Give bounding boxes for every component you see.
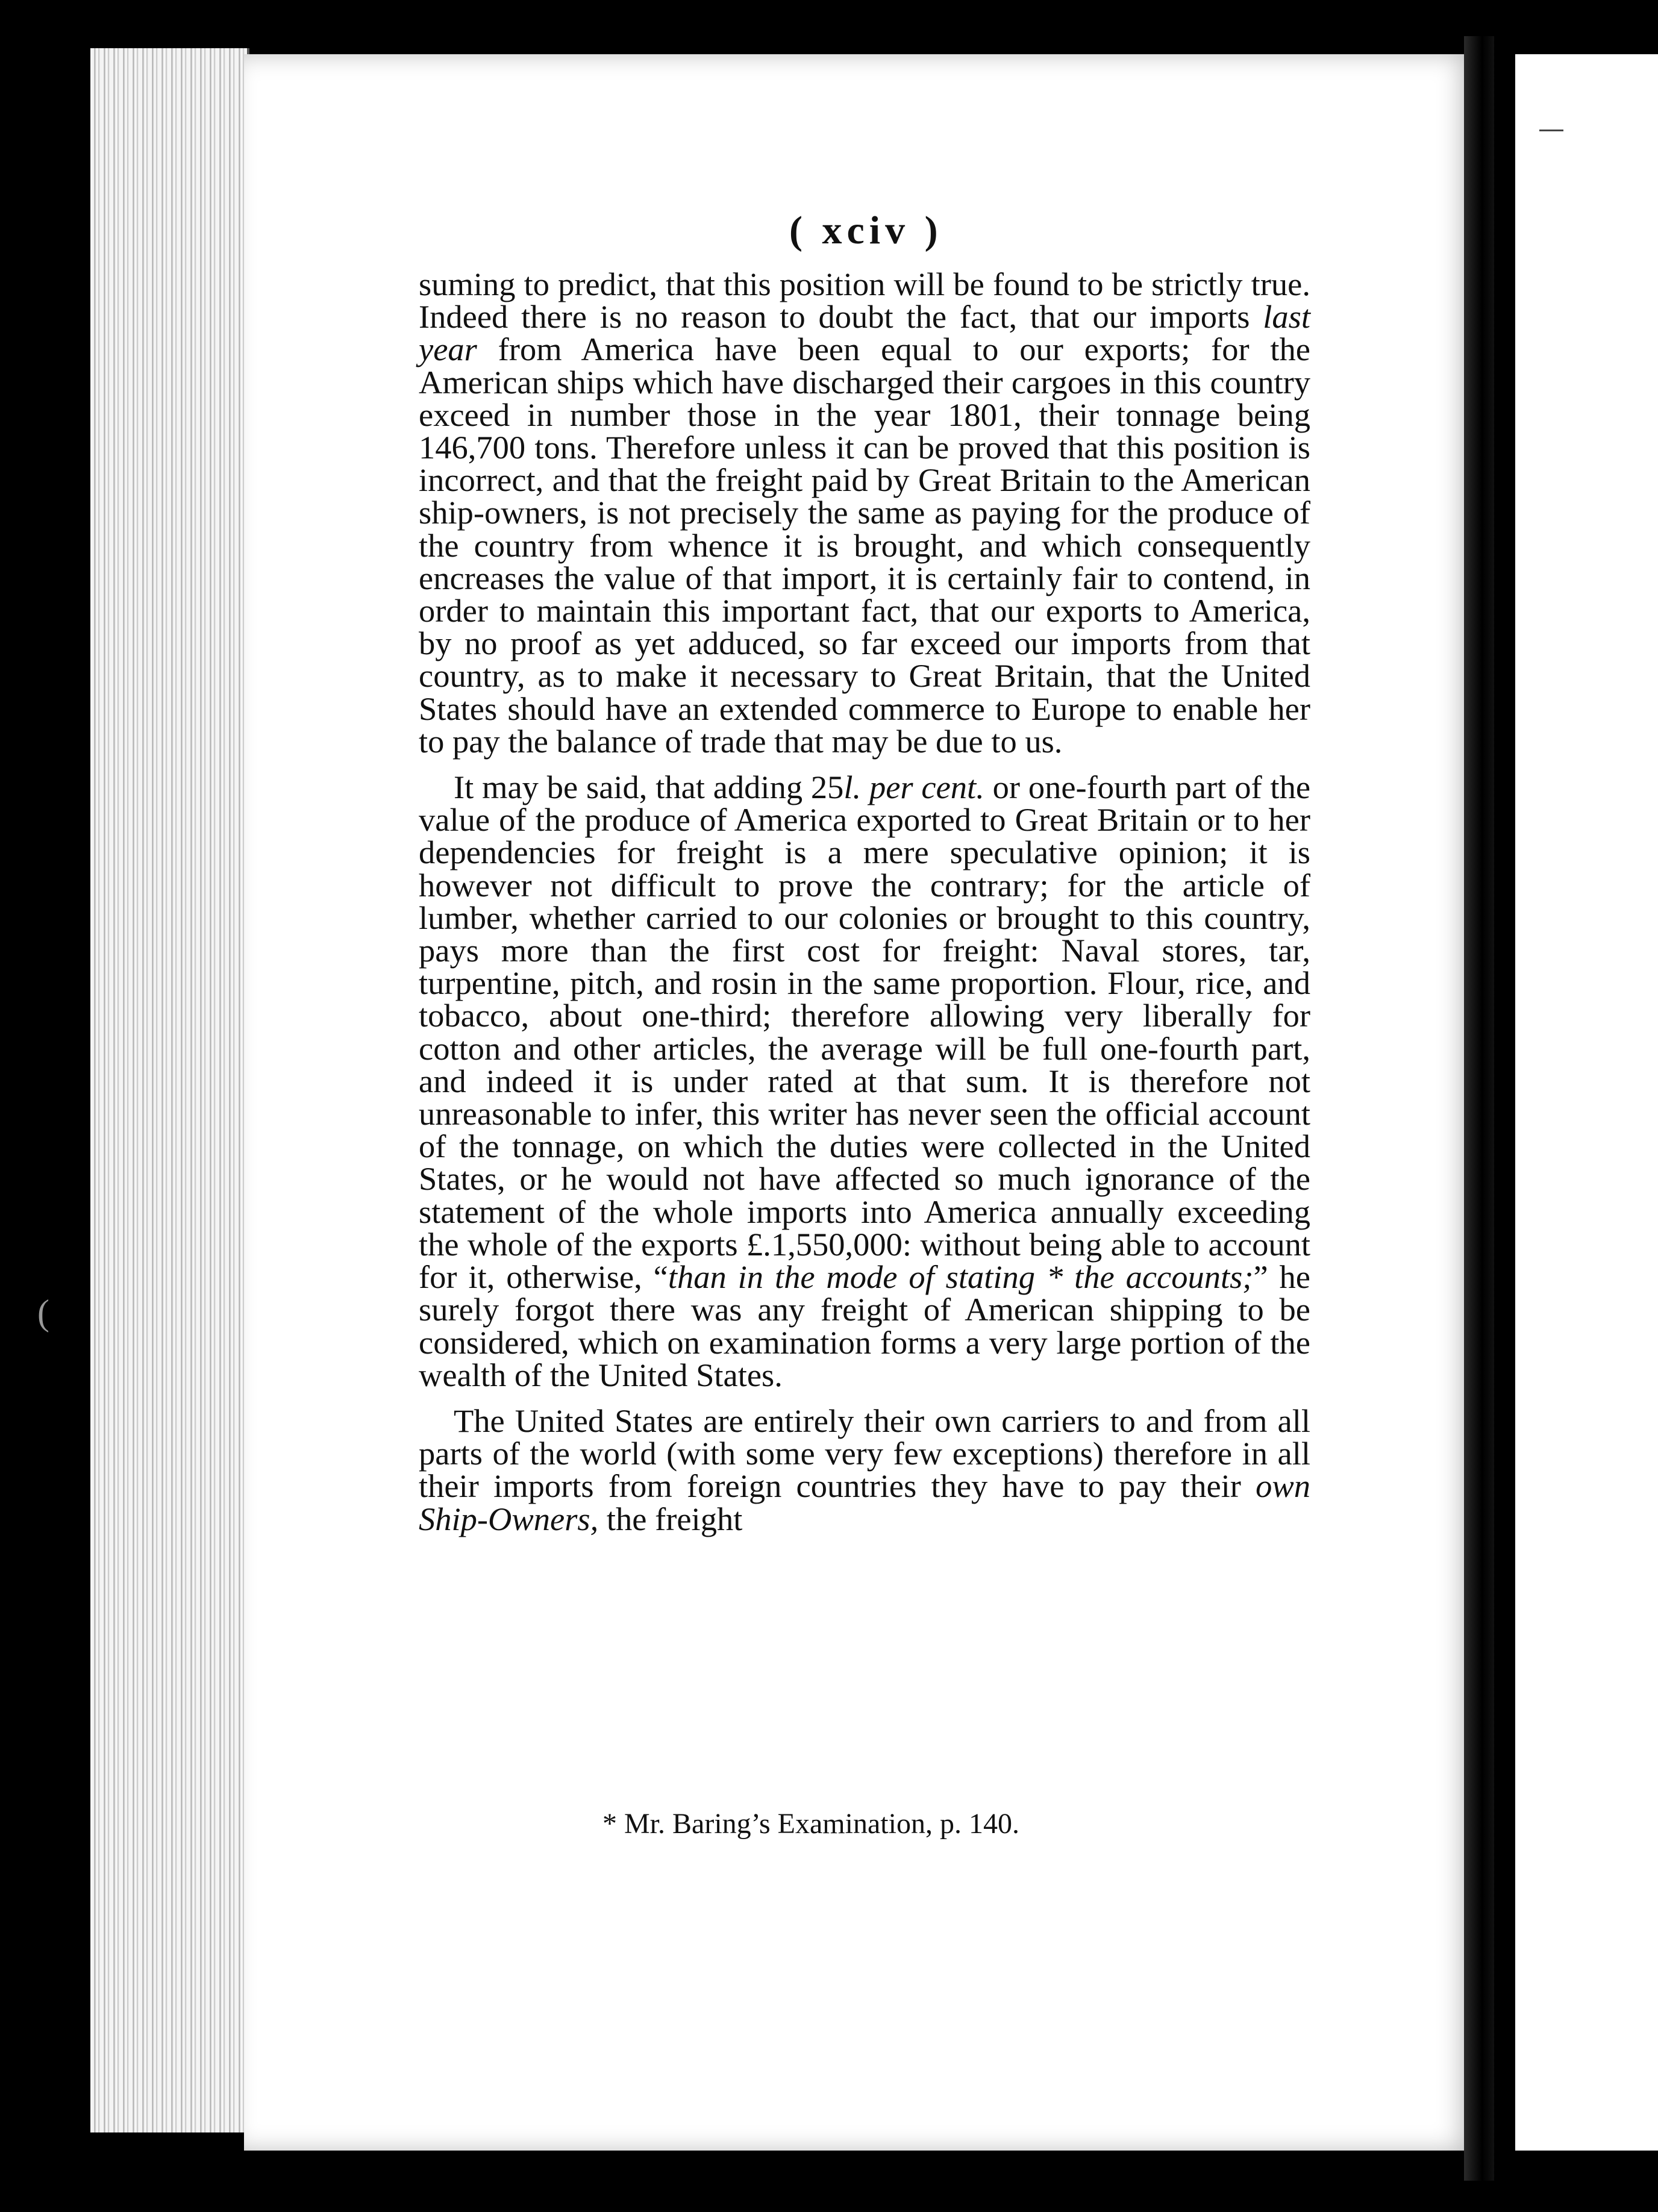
facing-page-mark — [1539, 130, 1563, 131]
paragraph-3 — [419, 1402, 1310, 1537]
paragraph-2 — [419, 771, 1310, 1392]
text-run: from America have been equal to our exports; for the American ships which have discharged their cargoes in this country exceed in number those in the year 1801, their tonnage being 146,700 tons. Therefore unless it can be proved that this position is incorrect, and that the freight paid by Great Britain to the American ship-owners, is not precisely the same as paying for the produce of the country from whence it is brought, and which consequently encreases the value of that import, it is certainly fair to contend, in order to maintain this important fact, that our exports to America, by no proof as yet adduced, so far exceed our imports from that country, as to make it necessary to Great Britain, that the United States should have an extended commerce to Europe to enable her to pay the balance of trade that may be due to us. — [419, 331, 1310, 760]
text-run: suming to predict, that this position will be found to be strictly true. Indeed there is no reason to doubt the fact, that our imports — [419, 266, 1310, 336]
body-text — [419, 268, 1310, 1536]
margin-mark: ( — [37, 1293, 49, 1333]
italic-text: own Ship-Owners, — [419, 1467, 1310, 1537]
book-gutter — [1464, 36, 1494, 2181]
text-run: ” he surely forgot there was any freight of American shipping to be considered, which on examination forms a very large portion of the wealth of the United States. — [419, 1258, 1310, 1393]
page-stack-edges — [90, 48, 249, 2132]
italic-text: last year — [419, 298, 1310, 368]
text-run: The United States are entirely their own carriers to and from all parts of the world (with some very few exceptions) therefore in all their imports from foreign countries they have to pay their — [419, 1402, 1310, 1505]
text-run: the freight — [598, 1500, 743, 1537]
page-number-header: ( xciv ) — [789, 208, 943, 252]
text-run: or one-fourth part of the value of the produce of America exported to Great Britain or to her dependencies for freight is a mere speculative opinion; it is however not difficult to prove the contrary; for the article of lumber, whether carried to our colonies or brought to this country, pays more than the first cost for freight: Naval stores, tar, turpentine, pitch, and rosin in the same proportion. Flour, rice, and tobacco, about one-third; therefore allowing very liberally for cotton and other articles, the average will be full one-fourth part, and indeed it is under rated at that sum. It is therefore not unreasonable to infer, this writer has never seen the official account of the tonnage, on which the duties were collected in the United States, or he would not have affected so much ignorance of the statement of the whole imports into America annually exceeding the whole of the exports £.1,550,000: without being able to account for it, otherwise, “ — [419, 769, 1311, 1296]
italic-text: than in the mode of stating * the accounts; — [668, 1258, 1254, 1296]
footnote: * Mr. Baring’s Examination, p. 140. — [602, 1808, 1019, 1840]
italic-text: l. per cent. — [843, 769, 984, 806]
facing-page-edge — [1515, 54, 1658, 2151]
paragraph-1 — [419, 268, 1310, 758]
text-run: It may be said, that adding 25 — [454, 769, 844, 806]
